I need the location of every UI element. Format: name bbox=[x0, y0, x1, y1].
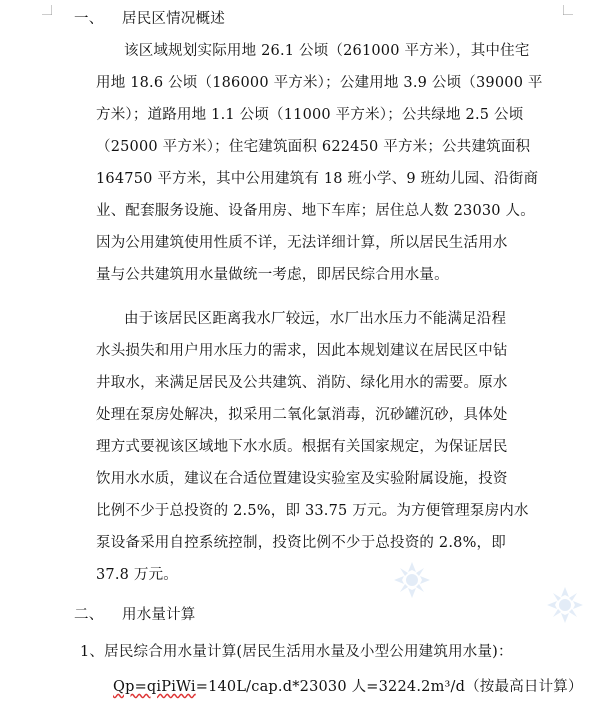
paragraph-line: 饮用水水质，建议在合适位置建设实验室及实验附属设施，投资 bbox=[96, 471, 508, 487]
section-number: 一、 bbox=[74, 11, 104, 27]
paragraph-line: 泵设备采用自控系统控制，投资比例不少于总投资的 2.8%，即 bbox=[96, 535, 506, 551]
formula-line bbox=[113, 677, 583, 697]
paragraph-line: 因为公用建筑使用性质不详，无法详细计算，所以居民生活用水 bbox=[96, 235, 508, 251]
top-left-corner-mark bbox=[42, 5, 52, 15]
section-heading-2 bbox=[74, 605, 196, 625]
paragraph-line: 业、配套服务设施、设备用房、地下车库；居住总人数 23030 人。 bbox=[96, 203, 535, 219]
paragraph-line: 164750 平方米，其中公用建筑有 18 班小学、9 班幼儿园、沿街商 bbox=[96, 171, 539, 187]
paragraph-line: 该区域规划实际用地 26.1 公顷（261000 平方米），其中住宅 bbox=[124, 43, 530, 59]
paragraph-line: （25000 平方米）；住宅建筑面积 622450 平方米；公共建筑面积 bbox=[96, 139, 531, 155]
paragraph-line: 方米）；道路用地 1.1 公顷（11000 平方米）；公共绿地 2.5 公顷 bbox=[96, 107, 524, 123]
section-title: 用水量计算 bbox=[122, 607, 196, 623]
paragraph-line: 由于该居民区距离我水厂较远，水厂出水压力不能满足沿程 bbox=[124, 311, 507, 327]
watermark-logo-icon bbox=[392, 560, 432, 600]
list-item-1: 1、居民综合用水量计算(居民生活用水量及小型公用建筑用水量)： bbox=[80, 644, 513, 660]
paragraph-line: 37.8 万元。 bbox=[96, 567, 178, 583]
paragraph-line: 量与公共建筑用水量做统一考虑，即居民综合用水量。 bbox=[96, 267, 449, 283]
paragraph-line: 用地 18.6 公顷（186000 平方米）；公建用地 3.9 公顷（39000 平 bbox=[96, 75, 543, 91]
formula-rhs: =140L/cap.d*23030 人=3224.2m³/d（按最高日计算） bbox=[195, 679, 583, 695]
paragraph-line: 处理在泵房处解决，拟采用二氧化氯消毒，沉砂罐沉砂，具体处 bbox=[96, 407, 508, 423]
section-heading-1 bbox=[74, 9, 225, 29]
section-number: 二、 bbox=[74, 607, 104, 623]
top-right-corner-mark bbox=[563, 5, 573, 15]
formula-lhs: Qp=qiPiWi bbox=[113, 679, 196, 695]
paragraph-line: 水头损失和用户用水压力的需求，因此本规划建议在居民区中钻 bbox=[96, 343, 508, 359]
section-title: 居民区情况概述 bbox=[122, 11, 225, 27]
paragraph-line: 理方式要视该区域地下水水质。根据有关国家规定，为保证居民 bbox=[96, 439, 508, 455]
watermark-logo-icon bbox=[545, 585, 585, 625]
paragraph-line: 比例不少于总投资的 2.5%，即 33.75 万元。为方便管理泵房内水 bbox=[96, 503, 529, 519]
paragraph-line: 井取水，来满足居民及公共建筑、消防、绿化用水的需要。原水 bbox=[96, 375, 508, 391]
